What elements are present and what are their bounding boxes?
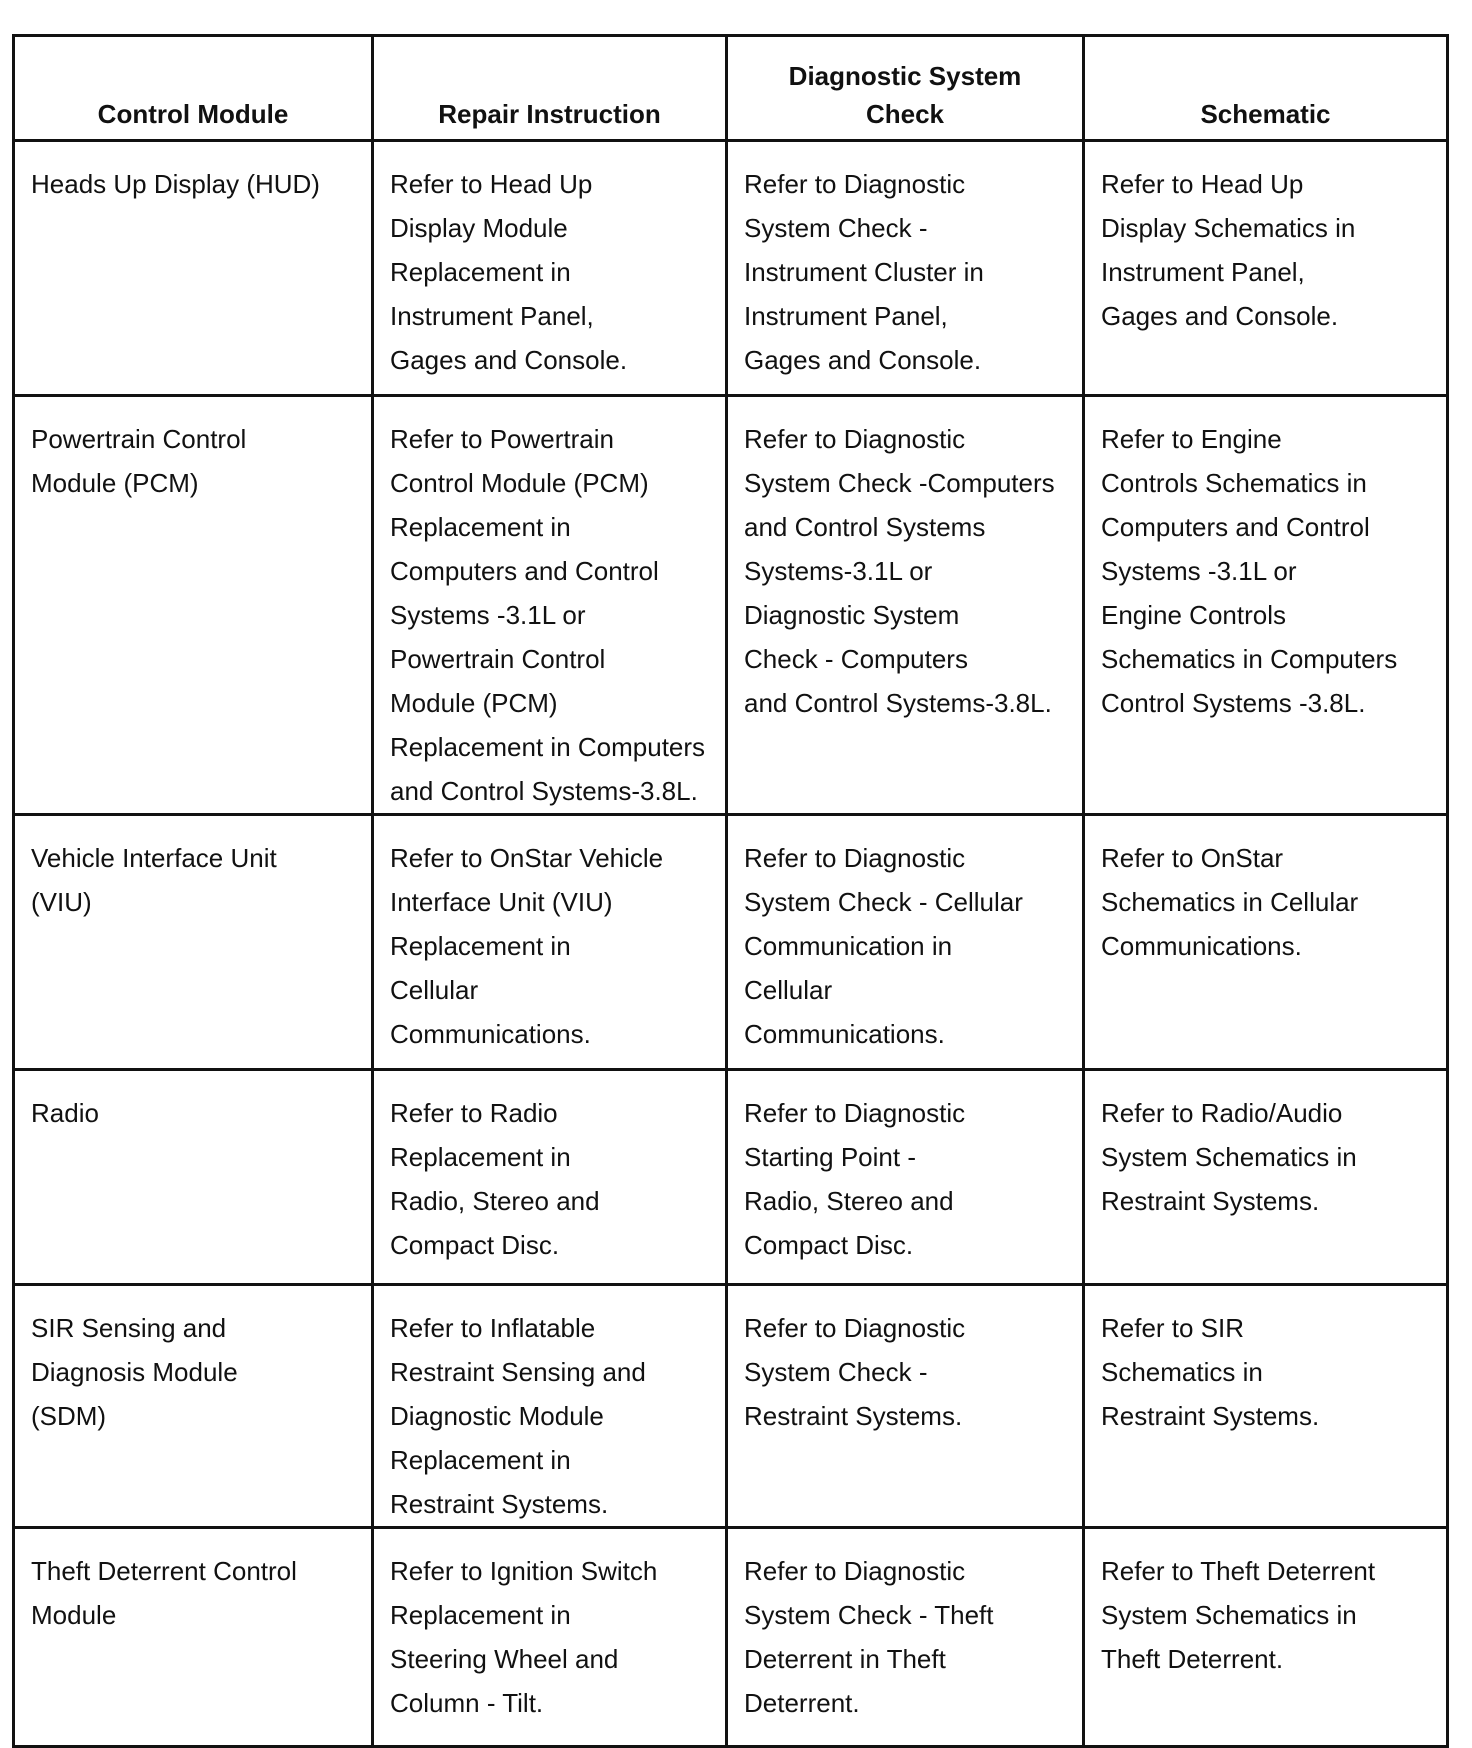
table-row-radio (14, 1070, 1448, 1285)
diagnostic-line: Restraint Systems. (744, 1401, 963, 1431)
diagnostic-line: System Check - (744, 1357, 928, 1387)
diagnostic-line: Refer to Diagnostic (744, 1556, 966, 1586)
repair-cell (373, 396, 727, 815)
schematic-line: Refer to OnStar (1101, 843, 1284, 873)
schematic-line: Engine Controls (1101, 600, 1286, 630)
diagnostic-line: Gages and Console. (744, 345, 982, 375)
module-line: Module (31, 1600, 117, 1630)
schematic-line: Schematics in Cellular (1101, 887, 1359, 917)
repair-line: Gages and Console. (390, 345, 628, 375)
diagnostic-line: Deterrent. (744, 1688, 860, 1718)
repair-line: Refer to Radio (390, 1098, 558, 1128)
repair-line: Module (PCM) (390, 688, 558, 718)
schematic-line: Schematics in Computers (1101, 644, 1398, 674)
schematic-line: Refer to SIR (1101, 1313, 1245, 1343)
diagnostic-line: System Check - (744, 213, 928, 243)
schematic-line: Theft Deterrent. (1101, 1644, 1284, 1674)
module-line: (VIU) (31, 887, 92, 917)
repair-line: Control Module (PCM) (390, 468, 649, 498)
diagnostic-cell (727, 396, 1084, 815)
diagnostic-cell (727, 141, 1084, 396)
repair-line: and Control Systems-3.8L. (390, 776, 698, 806)
diagnostic-line: Compact Disc. (744, 1230, 914, 1260)
diagnostic-line: System Check - Cellular (744, 887, 1023, 917)
table-row-pcm (14, 396, 1448, 815)
repair-line: Replacement in (390, 1600, 571, 1630)
module-line: Theft Deterrent Control (31, 1556, 297, 1586)
diagnostic-line: Refer to Diagnostic (744, 169, 966, 199)
repair-line: Replacement in (390, 1445, 571, 1475)
repair-line: Communications. (390, 1019, 591, 1049)
diagnostic-line: Instrument Panel, (744, 301, 948, 331)
schematic-cell (1084, 1285, 1448, 1528)
repair-line: Instrument Panel, (390, 301, 594, 331)
module-line: Vehicle Interface Unit (31, 843, 277, 873)
header-schematic: Schematic (1084, 36, 1448, 141)
header-row (14, 36, 1448, 141)
table-row-theft-deterrent (14, 1528, 1448, 1747)
diagnostic-line: Systems-3.1L or (744, 556, 933, 586)
repair-line: Replacement in (390, 1142, 571, 1172)
module-line: SIR Sensing and (31, 1313, 227, 1343)
diagnostic-line: Refer to Diagnostic (744, 424, 966, 454)
repair-cell (373, 1528, 727, 1747)
diagnostic-line: Starting Point - (744, 1142, 916, 1172)
schematic-line: Display Schematics in (1101, 213, 1356, 243)
schematic-line: Control Systems -3.8L. (1101, 688, 1366, 718)
diagnostic-cell (727, 1528, 1084, 1747)
module-cell (14, 1528, 373, 1747)
header-control-module: Control Module (14, 36, 373, 141)
diagnostic-line: Radio, Stereo and (744, 1186, 954, 1216)
schematic-line: Controls Schematics in (1101, 468, 1367, 498)
repair-cell (373, 815, 727, 1070)
diagnostic-cell (727, 815, 1084, 1070)
repair-line: Powertrain Control (390, 644, 606, 674)
repair-line: Compact Disc. (390, 1230, 560, 1260)
schematic-line: Refer to Head Up (1101, 169, 1304, 199)
repair-line: Replacement in (390, 512, 571, 542)
repair-line: Restraint Sensing and (390, 1357, 646, 1387)
schematic-line: Communications. (1101, 931, 1302, 961)
module-cell (14, 1285, 373, 1528)
schematic-line: Refer to Theft Deterrent (1101, 1556, 1376, 1586)
schematic-line: Instrument Panel, (1101, 257, 1305, 287)
repair-line: Refer to Head Up (390, 169, 593, 199)
repair-cell (373, 1285, 727, 1528)
schematic-cell (1084, 141, 1448, 396)
repair-line: Replacement in (390, 257, 571, 287)
repair-line: Restraint Systems. (390, 1489, 609, 1519)
module-line: Diagnosis Module (31, 1357, 238, 1387)
repair-line: Replacement in (390, 931, 571, 961)
diagnostic-line: Check - Computers (744, 644, 968, 674)
diagnostic-line: Instrument Cluster in (744, 257, 984, 287)
diagnostic-line: Refer to Diagnostic (744, 843, 966, 873)
schematic-cell (1084, 396, 1448, 815)
module-line: Module (PCM) (31, 468, 199, 498)
schematic-line: Schematics in (1101, 1357, 1263, 1387)
diagnostic-line: Refer to Diagnostic (744, 1098, 966, 1128)
repair-line: Computers and Control (390, 556, 659, 586)
module-cell (14, 396, 373, 815)
diagnostic-line: Communication in (744, 931, 953, 961)
module-line: Powertrain Control (31, 424, 247, 454)
schematic-line: Systems -3.1L or (1101, 556, 1297, 586)
repair-line: Refer to Ignition Switch (390, 1556, 658, 1586)
repair-line: Interface Unit (VIU) (390, 887, 613, 917)
module-line: (SDM) (31, 1401, 107, 1431)
schematic-line: Computers and Control (1101, 512, 1370, 542)
schematic-line: Refer to Engine (1101, 424, 1282, 454)
repair-line: Replacement in Computers (390, 732, 706, 762)
schematic-line: Refer to Radio/Audio (1101, 1098, 1343, 1128)
diagnostic-line: Diagnostic System (744, 600, 960, 630)
repair-line: Refer to OnStar Vehicle (390, 843, 664, 873)
module-line: Radio (31, 1098, 99, 1128)
control-module-table (12, 34, 1449, 1748)
diagnostic-line: Deterrent in Theft (744, 1644, 946, 1674)
header-diagnostic-system-check: Diagnostic System Check (727, 36, 1084, 141)
module-cell (14, 815, 373, 1070)
diagnostic-cell (727, 1070, 1084, 1285)
table-row-hud (14, 141, 1448, 396)
diagnostic-line: System Check - Theft (744, 1600, 994, 1630)
repair-cell (373, 141, 727, 396)
schematic-cell (1084, 1070, 1448, 1285)
table-row-sdm (14, 1285, 1448, 1528)
repair-line: Radio, Stereo and (390, 1186, 600, 1216)
diagnostic-line: and Control Systems (744, 512, 986, 542)
repair-cell (373, 1070, 727, 1285)
diagnostic-line: Cellular (744, 975, 833, 1005)
repair-line: Refer to Powertrain (390, 424, 614, 454)
schematic-line: System Schematics in (1101, 1142, 1357, 1172)
repair-line: Systems -3.1L or (390, 600, 586, 630)
repair-line: Steering Wheel and (390, 1644, 619, 1674)
diagnostic-line: and Control Systems-3.8L. (744, 688, 1052, 718)
schematic-line: Gages and Console. (1101, 301, 1339, 331)
repair-line: Refer to Inflatable (390, 1313, 596, 1343)
repair-line: Diagnostic Module (390, 1401, 604, 1431)
diagnostic-line: System Check -Computers (744, 468, 1055, 498)
diagnostic-cell (727, 1285, 1084, 1528)
schematic-line: Restraint Systems. (1101, 1186, 1320, 1216)
module-cell (14, 1070, 373, 1285)
repair-line: Cellular (390, 975, 479, 1005)
repair-line: Column - Tilt. (390, 1688, 544, 1718)
schematic-line: System Schematics in (1101, 1600, 1357, 1630)
diagnostic-line: Communications. (744, 1019, 945, 1049)
schematic-cell (1084, 815, 1448, 1070)
module-cell (14, 141, 373, 396)
table-row-viu (14, 815, 1448, 1070)
schematic-cell (1084, 1528, 1448, 1747)
module-line: Heads Up Display (HUD) (31, 169, 320, 199)
header-repair-instruction: Repair Instruction (373, 36, 727, 141)
schematic-line: Restraint Systems. (1101, 1401, 1320, 1431)
diagnostic-line: Refer to Diagnostic (744, 1313, 966, 1343)
repair-line: Display Module (390, 213, 568, 243)
